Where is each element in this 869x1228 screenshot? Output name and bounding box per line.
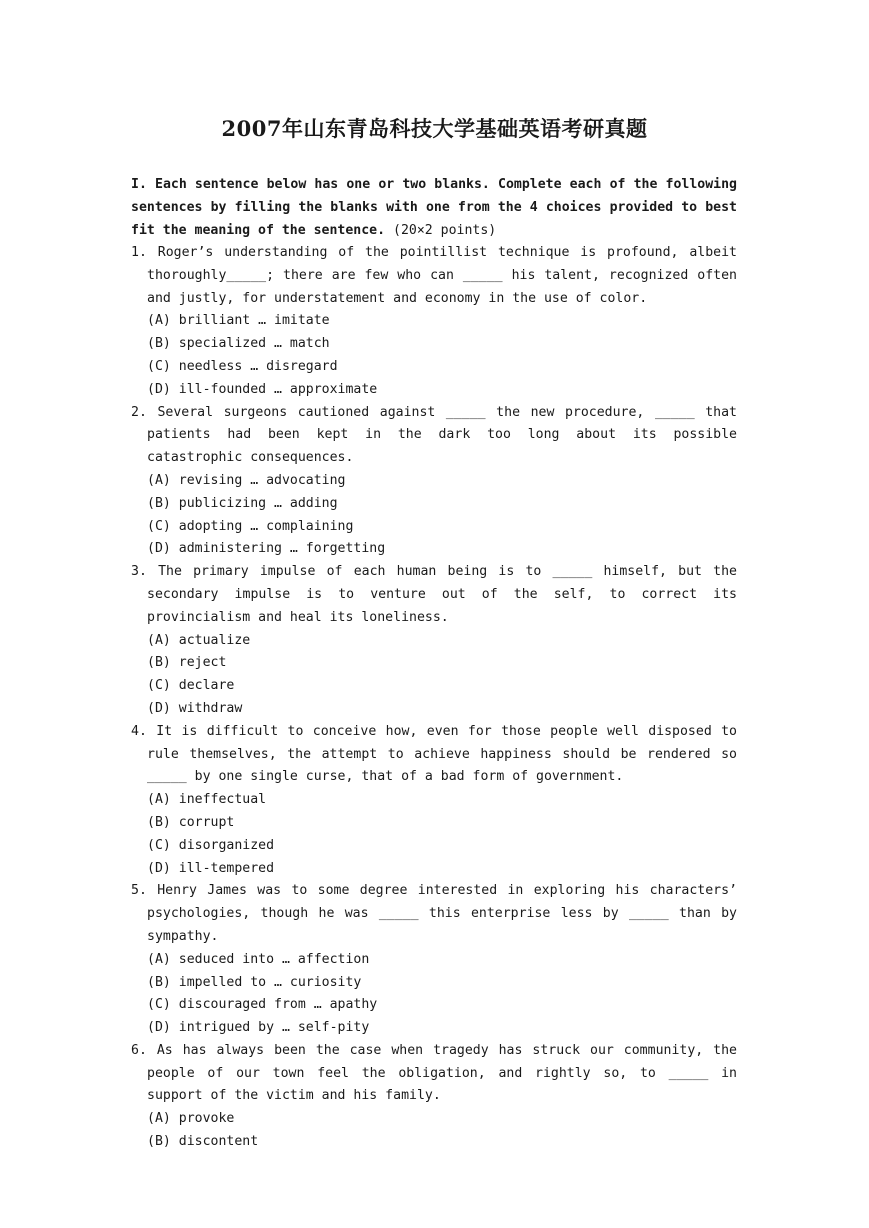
question [131,402,737,562]
answer-option: (D) ill-founded … approximate [147,381,378,397]
answer-option: (B) reject [147,655,227,671]
answer-option: (A) seduced into … affection [147,951,370,967]
question-text: 5. Henry James was to some degree interested in exploring his characters’ psychologies, though he was _____ this enterprise less by _____ than by sympathy. [131,883,737,944]
answer-option: (C) declare [147,678,235,694]
answer-option: (C) needless … disregard [147,358,338,374]
answer-option: (B) discontent [147,1134,259,1150]
section-heading: I. Each sentence below has one or two blanks. Complete each of the following sentences by filling the blanks with one from the 4 choices provided to best fit the meaning of the sentence. [131,177,737,238]
answer-option: (B) specialized … match [147,336,330,352]
answer-option: (A) brilliant … imitate [147,313,330,329]
section-points: (20×2 points) [393,222,497,238]
question [131,1040,737,1154]
answer-option: (D) withdraw [147,700,243,716]
question-text: 1. Roger’s understanding of the pointillist technique is profound, albeit thoroughly_____; there are few who can _____ his talent, recognized often and justly, for understatement and economy in the use of color. [131,245,737,306]
question-list [131,242,737,1154]
answer-option: (D) administering … forgetting [147,541,386,557]
answer-option: (B) impelled to … curiosity [147,974,362,990]
answer-option: (A) actualize [147,632,251,648]
answer-option: (A) ineffectual [147,792,267,808]
answer-option: (C) disorganized [147,837,275,853]
question [131,242,737,402]
question [131,880,737,1040]
question-text: 4. It is difficult to conceive how, even for those people well disposed to rule themselves, the attempt to achieve happiness should be rendered so _____ by one single curse, that of a bad form of government. [131,723,737,785]
question-text: 2. Several surgeons cautioned against _____ the new procedure, _____ that patients had been kept in the dark too long about its possible catastrophic consequences. [131,404,737,466]
answer-option: (C) adopting … complaining [147,518,354,534]
answer-option: (A) provoke [147,1111,235,1127]
answer-option: (D) intrigued by … self-pity [147,1020,370,1036]
page-title: 2007年山东青岛科技大学基础英语考研真题 [221,116,648,141]
question [131,561,737,721]
answer-option: (A) revising … advocating [147,472,346,488]
question-text: 6. As has always been the case when tragedy has struck our community, the people of our town feel the obligation, and rightly so, to _____ in support of the victim and his family. [131,1042,737,1104]
answer-option: (B) publicizing … adding [147,495,338,511]
section-instructions [131,174,737,242]
question-text: 3. The primary impulse of each human being is to _____ himself, but the secondary impulse is to venture out of the self, to correct its provincialism and heal its loneliness. [131,564,737,625]
answer-option: (C) discouraged from … apathy [147,997,378,1013]
question [131,721,737,881]
answer-option: (B) corrupt [147,814,235,830]
answer-option: (D) ill-tempered [147,860,275,876]
